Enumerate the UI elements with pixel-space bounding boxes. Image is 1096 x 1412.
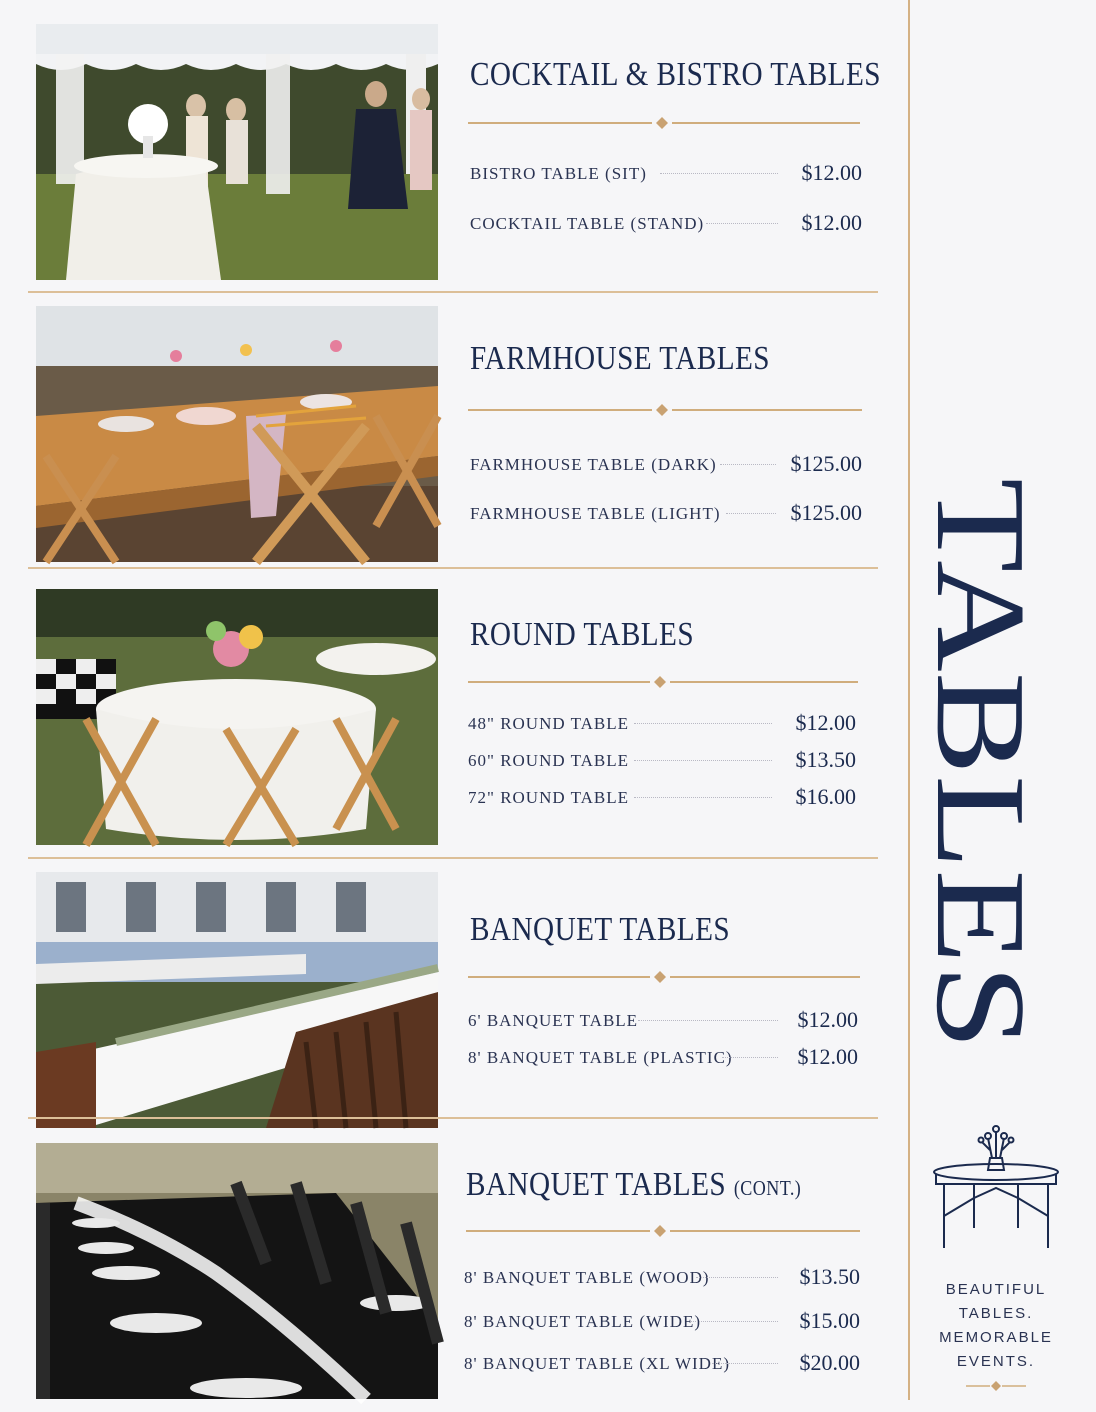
item-price: $12.00 xyxy=(795,710,856,735)
item-name: 8' BANQUET TABLE (WOOD) xyxy=(464,1268,710,1287)
photo-farmhouse xyxy=(36,306,438,562)
photo-banquet xyxy=(36,872,438,1128)
item-name: 6' BANQUET TABLE xyxy=(468,1011,639,1030)
section-title-text: BANQUET TABLES xyxy=(466,1166,727,1203)
item-price: $12.00 xyxy=(801,160,862,185)
list-item xyxy=(464,1264,860,1292)
list-item xyxy=(468,1044,858,1072)
item-price: $13.50 xyxy=(799,1264,860,1289)
photo-round xyxy=(36,589,438,845)
list-item xyxy=(468,1007,858,1035)
item-name: 48" ROUND TABLE xyxy=(468,714,629,733)
item-name: 8' BANQUET TABLE (WIDE) xyxy=(464,1312,702,1331)
list-item xyxy=(468,784,856,812)
list-item xyxy=(468,747,856,775)
list-item xyxy=(470,451,862,479)
item-price: $12.00 xyxy=(797,1007,858,1032)
item-name: 8' BANQUET TABLE (XL WIDE) xyxy=(464,1354,730,1373)
vertical-page-title xyxy=(910,474,1052,1054)
item-price: $15.00 xyxy=(799,1308,860,1333)
item-price: $13.50 xyxy=(795,747,856,772)
table-vase-icon xyxy=(930,1108,1062,1250)
section-title: ROUND TABLES xyxy=(470,616,695,653)
tagline-line: MEMORABLE xyxy=(939,1329,1053,1346)
item-name: 72" ROUND TABLE xyxy=(468,788,629,807)
item-price: $125.00 xyxy=(790,451,862,476)
item-name: BISTRO TABLE (SIT) xyxy=(470,164,647,183)
tagline xyxy=(928,1278,1064,1374)
section-title: FARMHOUSE TABLES xyxy=(470,340,770,377)
item-name: FARMHOUSE TABLE (DARK) xyxy=(470,455,717,474)
item-price: $125.00 xyxy=(790,500,862,525)
ornament-divider xyxy=(468,116,860,130)
item-price: $16.00 xyxy=(795,784,856,809)
section-title: BANQUET TABLES xyxy=(470,911,731,948)
section-divider xyxy=(28,857,878,859)
photo-banquet-cont xyxy=(36,1143,438,1399)
item-name: 60" ROUND TABLE xyxy=(468,751,629,770)
list-item xyxy=(470,500,862,528)
item-name: FARMHOUSE TABLE (LIGHT) xyxy=(470,504,721,523)
list-item xyxy=(470,210,862,238)
tagline-line: TABLES. xyxy=(958,1305,1034,1322)
section-title-suffix: (CONT.) xyxy=(733,1176,802,1200)
list-item xyxy=(470,160,862,188)
ornament-divider xyxy=(468,675,860,689)
section-divider xyxy=(28,291,878,293)
footer-ornament-icon xyxy=(966,1380,1026,1392)
item-price: $12.00 xyxy=(797,1044,858,1069)
item-price: $20.00 xyxy=(799,1350,860,1375)
ornament-divider xyxy=(466,1224,858,1238)
diamond-ornament-icon xyxy=(656,404,668,416)
tagline-line: EVENTS. xyxy=(956,1353,1036,1370)
section-title xyxy=(466,1166,801,1204)
section-divider xyxy=(28,567,878,569)
vertical-divider xyxy=(908,0,910,1400)
diamond-ornament-icon xyxy=(654,971,666,983)
item-name: 8' BANQUET TABLE (PLASTIC) xyxy=(468,1048,733,1067)
section-divider xyxy=(28,1117,878,1119)
diamond-ornament-icon xyxy=(656,117,668,129)
tagline-line: BEAUTIFUL xyxy=(945,1281,1047,1298)
list-item xyxy=(464,1308,860,1336)
diamond-ornament-icon xyxy=(654,676,666,688)
diamond-ornament-icon xyxy=(654,1225,666,1237)
ornament-divider xyxy=(468,403,860,417)
item-name: COCKTAIL TABLE (STAND) xyxy=(470,214,705,233)
list-item xyxy=(468,710,856,738)
ornament-divider xyxy=(468,970,860,984)
list-item xyxy=(464,1350,860,1378)
photo-cocktail-bistro xyxy=(36,24,438,280)
item-price: $12.00 xyxy=(801,210,862,235)
vertical-title-text: TABLES xyxy=(910,478,1052,952)
section-title: COCKTAIL & BISTRO TABLES xyxy=(470,56,881,93)
